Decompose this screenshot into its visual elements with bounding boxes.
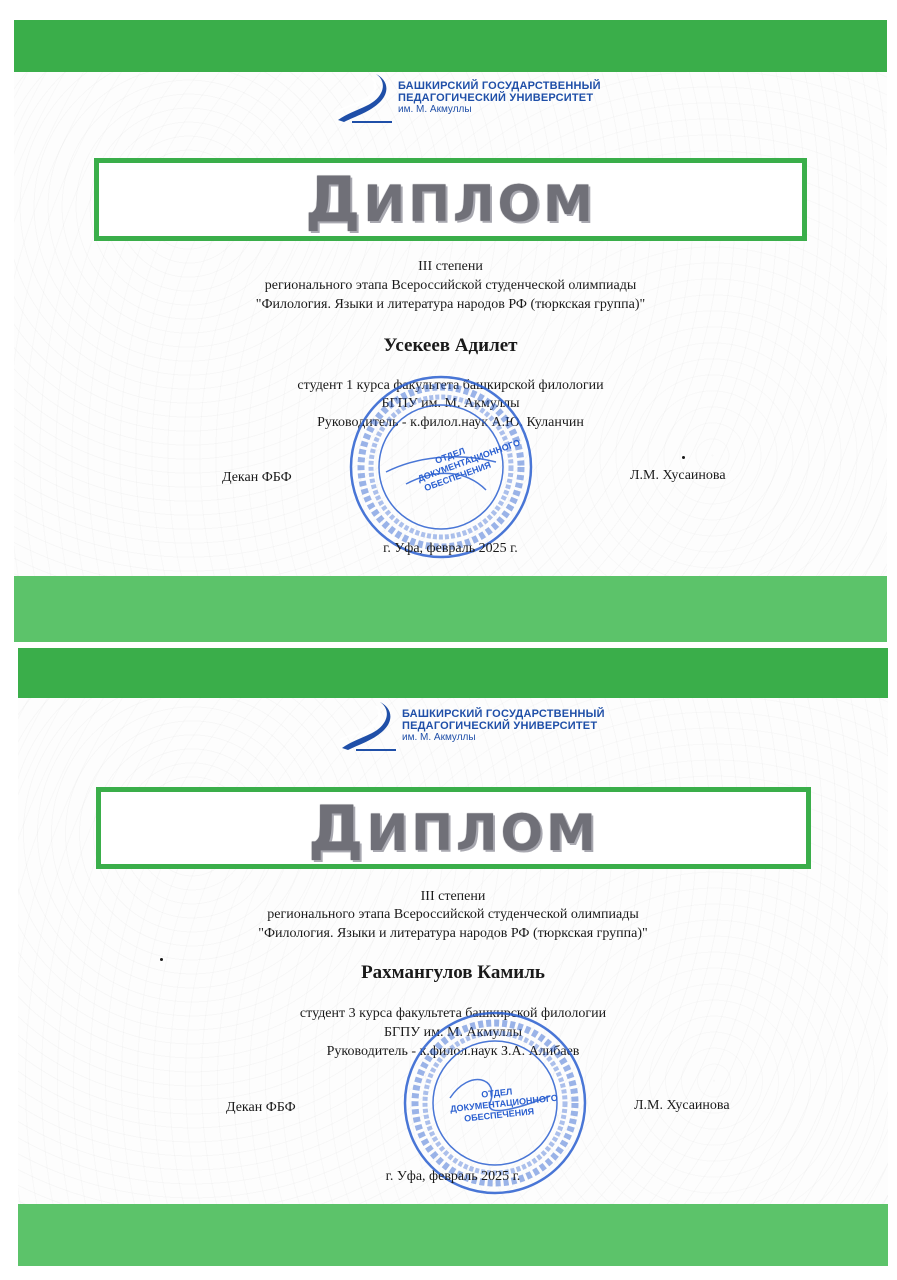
supervisor: Руководитель - к.филол.наук А.Ю. Куланчин [317,415,584,430]
supervisor: Руководитель - к.филол.наук З.А. Алибаев [326,1044,580,1059]
degree: III степени [420,889,486,904]
signer-role: Декан ФБФ [222,470,292,485]
ink-dot [682,456,685,459]
top-band [18,648,888,698]
recipient-name: Усекеев Адилет [383,335,518,356]
bottom-band [14,576,887,642]
university-name [398,80,601,116]
title-frame [96,787,811,869]
place-date: г. Уфа, февраль 2025 г. [385,1169,521,1184]
university-logo [340,700,605,752]
university-line-3: им. М. Акмуллы [398,104,472,115]
university-line-1: БАШКИРСКИЙ ГОСУДАРСТВЕННЫЙ [402,708,605,720]
university-line-3: им. М. Акмуллы [402,732,476,743]
diploma-title [308,792,599,865]
diploma-title [305,163,596,236]
institution: БГПУ им. М. Акмуллы [381,396,520,411]
signer-name: Л.М. Хусаинова [630,468,726,483]
event: регионального этапа Всероссийской студенческой олимпиады [267,907,639,922]
bottom-band [18,1204,888,1266]
signer-name: Л.М. Хусаинова [634,1098,730,1113]
title-first-letter: Д [308,791,367,865]
ink-dot [160,958,163,961]
signer-role: Декан ФБФ [226,1100,296,1115]
discipline: "Филология. Языки и литература народов РФ (тюркская группа)" [255,297,646,312]
student-info: студент 3 курса факультета башкирской филологии [299,1006,607,1021]
stamp-text: ОТДЕЛ ДОКУМЕНТАЦИОННОГО ОБЕСПЕЧЕНИЯ [416,437,522,494]
university-emblem-icon [340,700,396,752]
university-line-1: БАШКИРСКИЙ ГОСУДАРСТВЕННЫЙ [398,80,601,92]
top-band [14,20,887,72]
title-rest: ИПЛОМ [366,803,599,862]
university-line-2: ПЕДАГОГИЧЕСКИЙ УНИВЕРСИТЕТ [398,92,594,104]
university-emblem-icon [336,72,392,124]
event: регионального этапа Всероссийской студенческой олимпиады [264,278,637,293]
university-logo [336,72,601,124]
university-line-2: ПЕДАГОГИЧЕСКИЙ УНИВЕРСИТЕТ [402,720,598,732]
place-date: г. Уфа, февраль 2025 г. [383,541,518,556]
diploma-1 [14,20,887,642]
title-first-letter: Д [305,163,364,236]
title-frame [94,158,807,241]
student-info: студент 1 курса факультета башкирской филологии [297,378,604,393]
stamp-text: ОТДЕЛ ДОКУМЕНТАЦИОННОГО ОБЕСПЕЧЕНИЯ [449,1086,559,1124]
degree: III степени [418,259,483,274]
recipient-name: Рахмангулов Камиль [361,962,545,983]
discipline: "Филология. Языки и литература народов РФ (тюркская группа)" [258,926,648,941]
title-rest: ИПЛОМ [363,175,596,233]
diploma-2 [18,648,888,1266]
institution: БГПУ им. М. Акмуллы [384,1025,522,1040]
university-name [402,708,605,744]
